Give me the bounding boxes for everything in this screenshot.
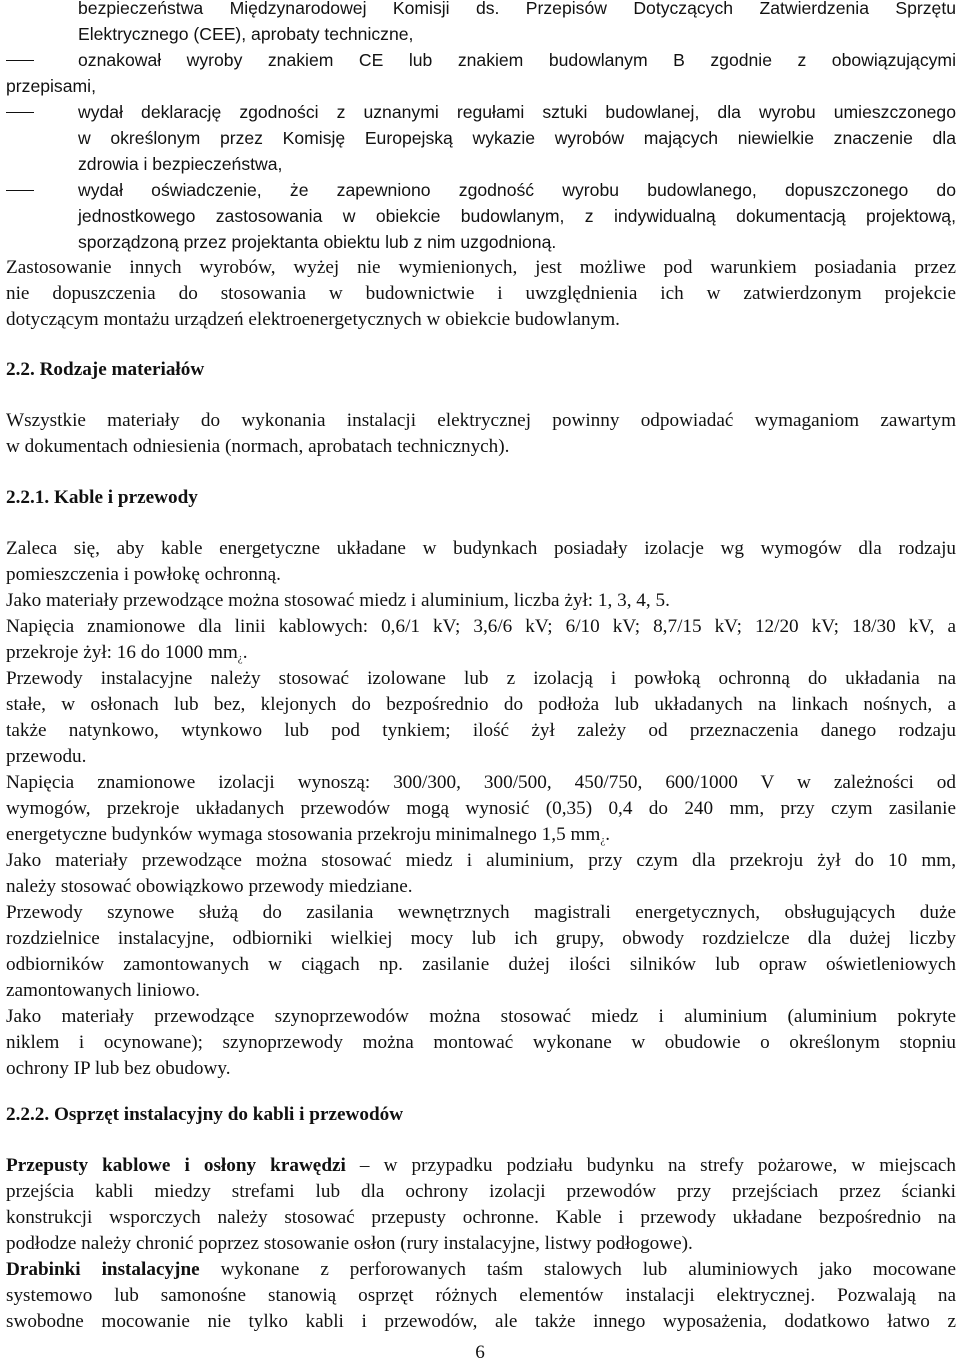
paragraph-line: wymogów, przekroje układanych przewodów mogą wynosić (0,35) 0,4 do 240 mm, przy czym zasilanie — [6, 798, 956, 819]
paragraph-line: Zaleca się, aby kable energetyczne układane w budynkach posiadały izolacje wg wymogów dla rodzaju — [6, 538, 956, 559]
paragraph-line: ochrony IP lub bez obudowy. — [6, 1058, 231, 1079]
paragraph-text: – w przypadku podziału budynku na strefy pożarowe, w miejscach — [345, 1155, 956, 1176]
paragraph-line: Przewody instalacyjne należy stosować izolowane lub z izolacją i powłoką ochronną do układania na — [6, 668, 956, 689]
list-item-d-line-3: sporządzoną przez projektanta obiektu lub z nim uzgodnioną. — [78, 232, 557, 252]
unit-glyph: ¿ — [600, 834, 606, 846]
paragraph-line: niklem i ocynowane); szynoprzewody można montować wykonane w obudowie o określonym stopniu — [6, 1032, 956, 1053]
paragraph-line: Wszystkie materiały do wykonania instalacji elektrycznej powinny odpowiadać wymaganiom zawartym — [6, 410, 956, 431]
term-bold: Przepusty kablowe i osłony krawędzi — [6, 1155, 346, 1176]
dash-bullet — [6, 112, 34, 113]
paragraph-line: pomieszczenia i powłokę ochronną. — [6, 564, 281, 585]
list-item-d-line-2: jednostkowego zastosowania w obiekcie budowlanym, z indywidualną dokumentacją projektową, — [78, 206, 956, 226]
paragraph-line: Jako materiały przewodzące szynoprzewodów można stosować miedz i aluminium (aluminium pokryte — [6, 1006, 956, 1027]
dash-bullet — [6, 60, 34, 61]
subsection-heading: 2.2.2. Osprzęt instalacyjny do kabli i przewodów — [6, 1104, 404, 1125]
paragraph-line: także natynkowo, wtynkowo lub pod tynkiem; ilość żył zależy od przeznaczenia danego rodzaju — [6, 720, 956, 741]
paragraph-line: Napięcia znamionowe dla linii kablowych: 0,6/1 kV; 3,6/6 kV; 6/10 kV; 8,7/15 kV; 12/20 kV; 18/30 kV, a — [6, 616, 956, 637]
paragraph-line: Jako materiały przewodzące można stosować miedz i aluminium, liczba żył: 1, 3, 4, 5. — [6, 590, 670, 611]
paragraph-text: przekroje żył: 16 do 1000 mm — [6, 642, 238, 663]
list-item-c-line-1: wydał deklarację zgodności z uznanymi regułami sztuki budowlanej, dla wyrobu umieszczonego — [78, 102, 956, 122]
paragraph-line: Napięcia znamionowe izolacji wynoszą: 300/300, 300/500, 450/750, 600/1000 V w zależności od — [6, 772, 956, 793]
section-heading: 2.2. Rodzaje materiałów — [6, 359, 205, 380]
paragraph-line: w dokumentach odniesienia (normach, aprobatach technicznych). — [6, 436, 510, 457]
paragraph-line: nie dopuszczenia do stosowania w budownictwie i uwzględnienia ich w zatwierdzonym projekcie — [6, 283, 956, 304]
term-bold: Drabinki instalacyjne — [6, 1259, 200, 1280]
paragraph-line — [6, 1257, 956, 1283]
paragraph-line: rozdzielnice instalacyjne, odbiorniki wielkiej mocy lub ich grupy, obwody rozdzielcze dla dużej liczby — [6, 928, 956, 949]
paragraph-text: energetyczne budynków wymaga stosowania przekroju minimalnego 1,5 mm — [6, 824, 601, 845]
paragraph-text: . — [605, 824, 610, 845]
list-item-d-line-1: wydał oświadczenie, że zapewniono zgodność wyrobu budowlanego, dopuszczonego do — [78, 180, 956, 200]
unit-glyph: ¿ — [237, 652, 243, 664]
paragraph-line: dotyczącym montażu urządzeń elektroenergetycznych w obiekcie budowlanym. — [6, 309, 620, 330]
paragraph-text: . — [242, 642, 248, 663]
list-item-c-line-3: zdrowia i bezpieczeństwa, — [78, 154, 283, 174]
paragraph-line: konstrukcji wsporczych należy stosować przepusty ochronne. Kable i przewody układane bezpośrednio na — [6, 1207, 956, 1228]
paragraph-line: przejścia kabli miedzy strefami lub dla ochrony izolacji przewodów przy przejściach przez ścianki — [6, 1181, 956, 1202]
paragraph-line: przewodu. — [6, 746, 87, 767]
subsection-heading: 2.2.1. Kable i przewody — [6, 487, 198, 508]
paragraph-text: wykonane z perforowanych taśm stalowych lub aluminiowych jako mocowane — [199, 1259, 956, 1280]
paragraph-line: zamontowanych liniowo. — [6, 980, 200, 1001]
dash-bullet — [6, 190, 34, 191]
list-item-a-line-2: Elektrycznego (CEE), aprobaty techniczne, — [78, 24, 414, 44]
paragraph-line — [6, 1153, 956, 1179]
paragraph-line: Przewody szynowe służą do zasilania wewnętrznych magistrali energetycznych, obsługujących duże — [6, 902, 956, 923]
list-item-b-line-1: oznakował wyroby znakiem CE lub znakiem budowlanym B zgodnie z obowiązującymi — [78, 50, 956, 70]
list-item-a-line-1: bezpieczeństwa Międzynarodowej Komisji ds. Przepisów Dotyczących Zatwierdzenia Sprzętu — [78, 0, 956, 18]
paragraph-line: Zastosowanie innych wyrobów, wyżej nie wymienionych, jest możliwe pod warunkiem posiadania przez — [6, 257, 956, 278]
paragraph-line: Jako materiały przewodzące można stosować miedz i aluminium, przy czym dla przekroju żył do 10 mm, — [6, 850, 956, 871]
list-item-b-line-2: przepisami, — [6, 76, 96, 96]
paragraph-line: stałe, w osłonach lub bez, klejonych do bezpośrednio do podłoża lub układanych na linkach nośnych, a — [6, 694, 956, 715]
paragraph-line: podłodze należy chronić poprzez stosowanie osłon (rury instalacyjne, listwy podłogowe). — [6, 1233, 693, 1254]
paragraph-line: systemowo lub samonośne stanowią osprzęt różnych elementów instalacji elektrycznej. Pozwalają na — [6, 1285, 956, 1306]
paragraph-line: należy stosować obowiązkowo przewody miedziane. — [6, 876, 413, 897]
page-number: 6 — [475, 1342, 485, 1363]
paragraph-line: swobodne mocowanie nie tylko kabli i przewodów, ale także innego wyposażenia, dodatkowo łatwo z — [6, 1311, 956, 1332]
paragraph-line: odbiorników zamontowanych w ciągach np. zasilanie dużej ilości silników lub opraw oświetleniowych — [6, 954, 956, 975]
list-item-c-line-2: w określonym przez Komisję Europejską wykazie wyrobów mających niewielkie znaczenie dla — [78, 128, 956, 148]
